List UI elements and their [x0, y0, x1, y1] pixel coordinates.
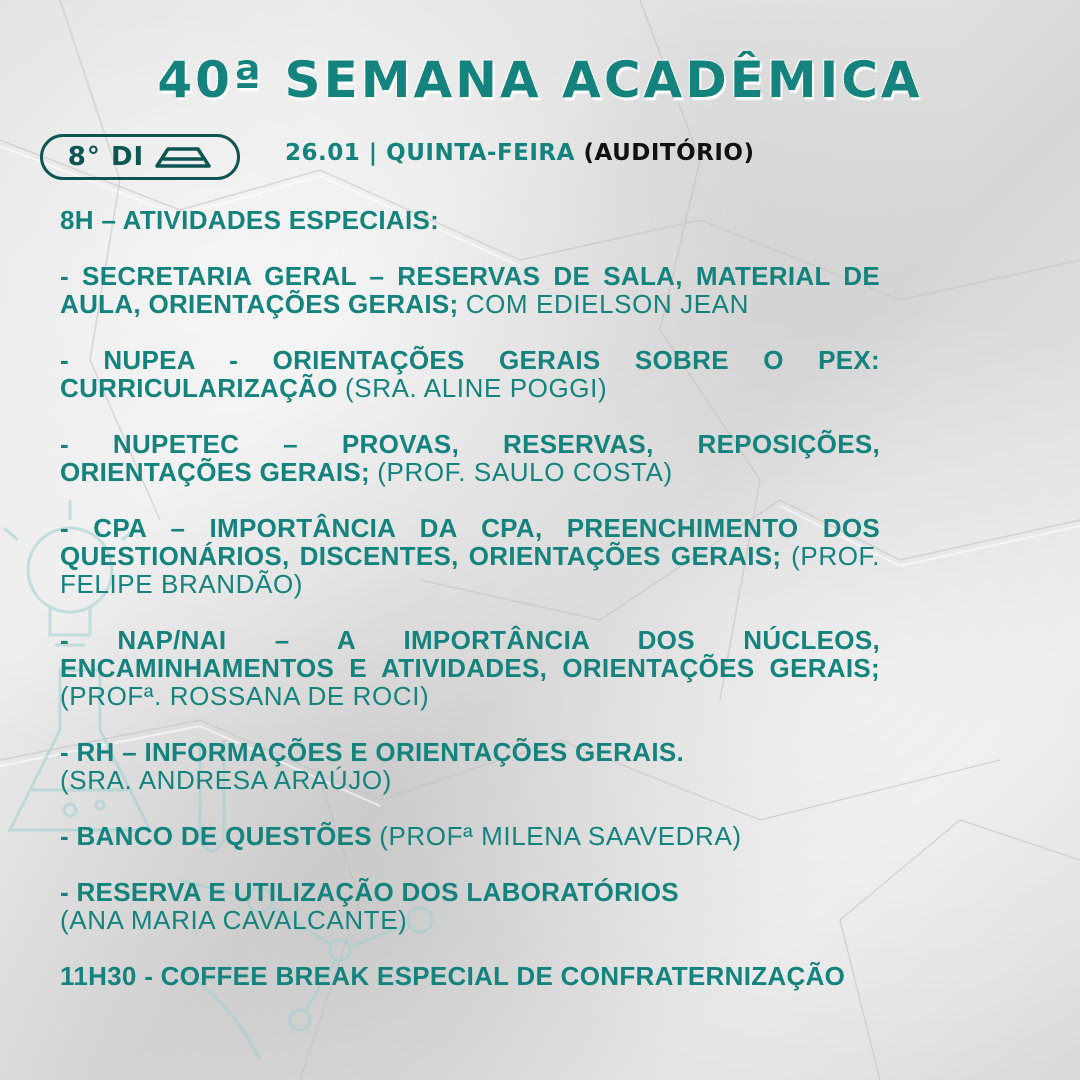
item-title: - NAP/NAI – A IMPORTÂNCIA DOS NÚCLEOS, ENCAMINHAMENTOS E ATIVIDADES, ORIENTAÇÕES GERAIS; [60, 625, 880, 683]
item-title: - RH – INFORMAÇÕES E ORIENTAÇÕES GERAIS. [60, 737, 685, 767]
schedule-item [60, 262, 880, 318]
item-title: - BANCO DE QUESTÕES [60, 821, 372, 851]
schedule [60, 206, 880, 1018]
schedule-item [60, 626, 880, 710]
stylized-a-icon [154, 146, 212, 168]
schedule-item [60, 878, 880, 934]
item-responsible: (PROF. SAULO COSTA) [377, 457, 673, 487]
opening-text: 8H – ATIVIDADES ESPECIAIS: [60, 205, 440, 235]
item-title: - SECRETARIA GERAL – RESERVAS DE SALA, MATERIAL DE AULA, ORIENTAÇÕES GERAIS; [60, 261, 880, 319]
day-badge-label: 8° DI [67, 142, 145, 172]
item-responsible: (PROFª MILENA SAAVEDRA) [379, 821, 742, 851]
schedule-item [60, 514, 880, 598]
item-title: - NUPEA - ORIENTAÇÕES GERAIS SOBRE O PEX: CURRICULARIZAÇÃO [60, 345, 880, 403]
item-responsible: (SRA. ALINE POGGI) [345, 373, 608, 403]
page-title: 40ª SEMANA ACADÊMICA [157, 51, 923, 109]
item-responsible: (PROFª. ROSSANA DE ROCI) [60, 681, 430, 711]
day-badge [40, 134, 240, 180]
item-responsible: (SRA. ANDRESA ARAÚJO) [60, 765, 392, 795]
closing-text: 11H30 - COFFEE BREAK ESPECIAL DE CONFRATERNIZAÇÃO [60, 961, 846, 991]
item-title: - RESERVA E UTILIZAÇÃO DOS LABORATÓRIOS [60, 877, 679, 907]
schedule-item [60, 822, 880, 850]
schedule-item [60, 738, 880, 794]
schedule-item [60, 346, 880, 402]
item-responsible: (ANA MARIA CAVALCANTE) [60, 905, 408, 935]
item-title: - CPA – IMPORTÂNCIA DA CPA, PREENCHIMENTO DOS QUESTIONÁRIOS, DISCENTES, ORIENTAÇÕES GERAIS; [60, 513, 880, 571]
item-responsible: (PROF. FELIPE BRANDÃO) [60, 541, 880, 599]
schedule-opening [60, 206, 880, 234]
location-text: (AUDITÓRIO) [583, 140, 755, 166]
item-title: - NUPETEC – PROVAS, RESERVAS, REPOSIÇÕES, ORIENTAÇÕES GERAIS; [60, 429, 880, 487]
schedule-item [60, 430, 880, 486]
date-line [285, 140, 754, 166]
date-text: 26.01 | QUINTA-FEIRA [285, 140, 575, 166]
item-responsible: COM EDIELSON JEAN [465, 289, 749, 319]
schedule-closing [60, 962, 880, 990]
